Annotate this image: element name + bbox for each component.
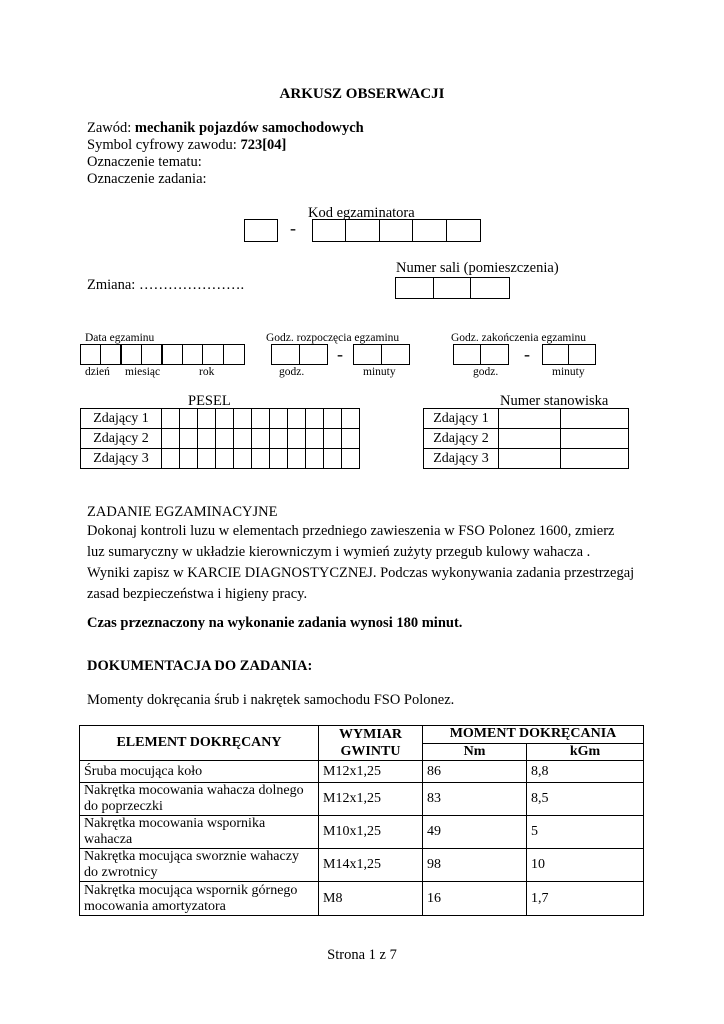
godz-zakonczenia-minute[interactable] xyxy=(542,344,596,365)
table-row xyxy=(80,882,644,916)
kod-egzaminatora-box-1[interactable] xyxy=(244,219,278,242)
temat-label: Oznaczenie tematu: xyxy=(87,154,202,170)
table-row xyxy=(80,783,644,816)
header-kgm: kGm xyxy=(527,743,644,761)
header-wymiar: WYMIAR GWINTU xyxy=(319,726,423,761)
sub-miesiac: miesiąc xyxy=(125,366,161,378)
table-row xyxy=(80,816,644,849)
dokumentacja-heading: DOKUMENTACJA DO ZADANIA: xyxy=(87,658,313,674)
pesel-label: PESEL xyxy=(188,393,231,409)
godz-rozpoczecia-minute[interactable] xyxy=(353,344,410,365)
cell-element: Nakrętka mocująca wspornik górnego mocowania amortyzatora xyxy=(80,882,319,916)
cell-nm: 86 xyxy=(423,761,527,783)
stanowisko-row xyxy=(424,429,629,449)
cell-kgm: 1,7 xyxy=(527,882,644,916)
zawod-value: mechanik pojazdów samochodowych xyxy=(134,120,364,136)
stanowisko-table xyxy=(423,408,629,469)
cell-kgm: 8,8 xyxy=(527,761,644,783)
zawod-label: Zawód: xyxy=(87,120,135,136)
czas-info: Czas przeznaczony na wykonanie zadania wynosi 180 minut. xyxy=(87,615,463,631)
pesel-row xyxy=(81,409,360,429)
pesel-row xyxy=(81,429,360,449)
zawod-line xyxy=(87,120,364,137)
cell-element: Nakrętka mocowania wahacza dolnego do poprzeczki xyxy=(80,783,319,816)
zadanie-line: zasad bezpieczeństwa i higieny pracy. xyxy=(87,586,308,602)
stanowisko-row xyxy=(424,409,629,429)
numer-sali-label: Numer sali (pomieszczenia) xyxy=(396,260,559,276)
cell-kgm: 5 xyxy=(527,816,644,849)
cell-wymiar: M12x1,25 xyxy=(319,783,423,816)
sub-minuty-rozp: minuty xyxy=(363,366,396,378)
symbol-value: 723[04] xyxy=(240,137,287,153)
data-egzaminu-label: Data egzaminu xyxy=(85,332,155,344)
header-element: ELEMENT DOKRĘCANY xyxy=(80,726,319,761)
cell-wymiar: M8 xyxy=(319,882,423,916)
pesel-row-label: Zdający 1 xyxy=(81,409,162,429)
symbol-line xyxy=(87,137,286,154)
momenty-table xyxy=(79,725,644,916)
kod-egzaminatora-label: Kod egzaminatora xyxy=(308,205,415,221)
pesel-row xyxy=(81,449,360,469)
cell-kgm: 8,5 xyxy=(527,783,644,816)
zadanie-label: Oznaczenie zadania: xyxy=(87,171,207,187)
cell-nm: 49 xyxy=(423,816,527,849)
data-egzaminu-boxes[interactable] xyxy=(80,344,245,365)
kod-egzaminatora-boxes[interactable] xyxy=(312,219,481,242)
zadanie-line: Wyniki zapisz w KARCIE DIAGNOSTYCZNEJ. Podczas wykonywania zadania przestrzegaj xyxy=(87,565,635,581)
pesel-row-label: Zdający 2 xyxy=(81,429,162,449)
zadanie-line: Dokonaj kontroli luzu w elementach przedniego zawieszenia w FSO Polonez 1600, zmierz xyxy=(87,523,615,539)
sub-godz-rozp: godz. xyxy=(279,366,305,378)
cell-element: Śruba mocująca koło xyxy=(80,761,319,783)
zadanie-line: luz sumaryczny w układzie kierowniczym i wymień zużyty przegub kulowy wahacza . xyxy=(87,544,591,560)
godz-rozpoczecia-hour[interactable] xyxy=(271,344,328,365)
cell-element: Nakrętka mocowania wspornika wahacza xyxy=(80,816,319,849)
cell-kgm: 10 xyxy=(527,849,644,882)
rozp-dash: - xyxy=(337,344,343,364)
zmiana-label: Zmiana: …………………. xyxy=(87,277,245,293)
kod-dash: - xyxy=(290,218,296,238)
pesel-table xyxy=(80,408,360,469)
numer-stanowiska-label: Numer stanowiska xyxy=(500,393,609,409)
stanowisko-row xyxy=(424,449,629,469)
stanowisko-row-label: Zdający 1 xyxy=(424,409,499,429)
godz-zakonczenia-hour[interactable] xyxy=(453,344,509,365)
cell-nm: 16 xyxy=(423,882,527,916)
cell-wymiar: M12x1,25 xyxy=(319,761,423,783)
header-nm: Nm xyxy=(423,743,527,761)
momenty-intro: Momenty dokręcania śrub i nakrętek samochodu FSO Polonez. xyxy=(87,692,455,708)
stanowisko-row-label: Zdający 3 xyxy=(424,449,499,469)
sub-dzien: dzień xyxy=(85,366,110,378)
symbol-label: Symbol cyfrowy zawodu: xyxy=(87,137,241,153)
cell-nm: 83 xyxy=(423,783,527,816)
zak-dash: - xyxy=(524,344,530,364)
sub-rok: rok xyxy=(199,366,215,378)
zadanie-heading: ZADANIE EGZAMINACYJNE xyxy=(87,504,278,520)
numer-sali-boxes[interactable] xyxy=(395,277,510,299)
godz-zakonczenia-label: Godz. zakończenia egzaminu xyxy=(451,332,587,344)
table-row xyxy=(80,849,644,882)
cell-wymiar: M10x1,25 xyxy=(319,816,423,849)
pesel-row-label: Zdający 3 xyxy=(81,449,162,469)
page-title: ARKUSZ OBSERWACJI xyxy=(279,86,445,102)
cell-element: Nakrętka mocująca sworznie wahaczy do zwrotnicy xyxy=(80,849,319,882)
godz-rozpoczecia-label: Godz. rozpoczęcia egzaminu xyxy=(266,332,400,344)
sub-minuty-zak: minuty xyxy=(552,366,585,378)
sub-godz-zak: godz. xyxy=(473,366,499,378)
stanowisko-row-label: Zdający 2 xyxy=(424,429,499,449)
cell-wymiar: M14x1,25 xyxy=(319,849,423,882)
cell-nm: 98 xyxy=(423,849,527,882)
page-footer: Strona 1 z 7 xyxy=(327,947,397,963)
zadanie-text xyxy=(87,521,707,605)
header-moment: MOMENT DOKRĘCANIA xyxy=(423,726,644,744)
table-row xyxy=(80,761,644,783)
